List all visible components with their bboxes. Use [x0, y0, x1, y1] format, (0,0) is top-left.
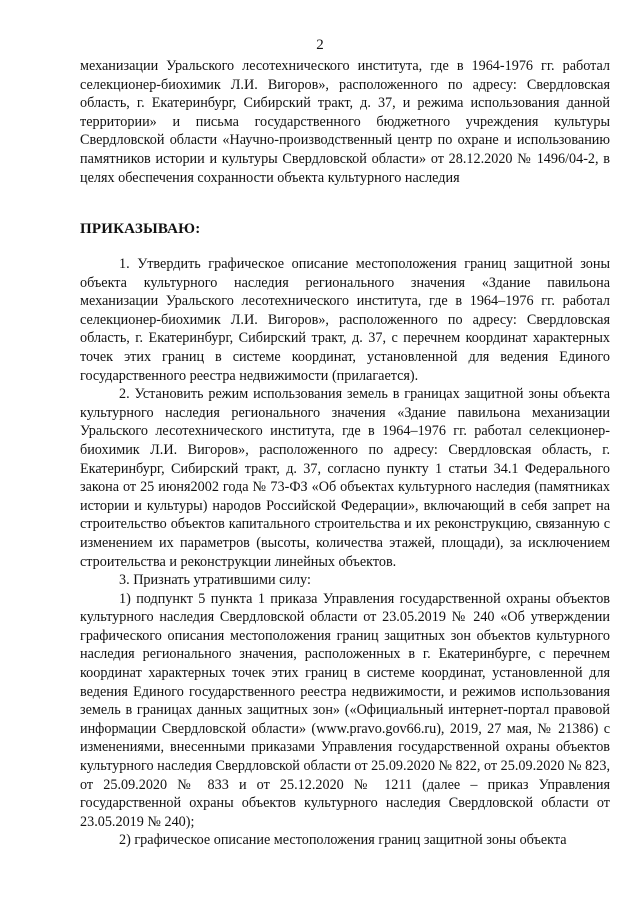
- item-3-subitem-2: 2) графическое описание местоположения границ защитной зоны объекта: [119, 832, 567, 849]
- item-2: 2. Установить режим использования земель в границах защитной зоны объекта культурного наследия регионального значения «Здание павильона механизации Уральского лесотехнического института, где в 1964–1976 гг. работал селекционер-биохимик Л.И. Вигоров», расположенного по адресу: Свердловская область, г. Екатеринбург, Сибирский тракт, д. 37, согласно пункту 1 статьи 34.1 Федерального закона от 25 июня2002 года № 73-ФЗ «Об объектах культурного наследия (памятниках истории и культуры) народов Российской Федерации», включающий в себя запрет на строительство объектов капитального строительства и их реконструкцию, связанную с изменением их параметров (высоты, количества этажей, площади), за исключением строительства и реконструкции линейных объектов.: [80, 386, 610, 570]
- order-body: [80, 255, 610, 850]
- item-1: 1. Утвердить графическое описание местоположения границ защитной зоны объекта культурного наследия регионального значения «Здание павильона механизации Уральского лесотехнического института, где в 1964–1976 гг. работал селекционер-биохимик Л.И. Вигоров», расположенного по адресу: Свердловская область, г. Екатеринбург, Сибирский тракт, д. 37, с перечнем координат характерных точек этих границ в системе координат, установленной для ведения Единого государственного реестра недвижимости (прилагается).: [80, 256, 610, 384]
- page-number: 2: [316, 37, 324, 53]
- intro-text: механизации Уральского лесотехнического института, где в 1964-1976 гг. работал селекционер-биохимик Л.И. Вигоров», расположенного по адресу: Свердловская область, г. Екатеринбург, Сибирский тракт, д. 37, и режима использования данной территории» и письма государственного бюджетного учреждения культуры Свердловской области «Научно-производственный центр по охране и использованию памятников истории и культуры Свердловской области» от 28.12.2020 № 1496/04-2, в целях обеспечения сохранности объекта культурного наследия: [80, 58, 610, 186]
- item-3-subitem-1: 1) подпункт 5 пункта 1 приказа Управления государственной охраны объектов культурного наследия Свердловской области от 23.05.2019 № 240 «Об утверждении графического описания местоположения границ защитных зон объектов культурного наследия регионального значения, расположенных в г. Екатеринбурге, с перечнем координат характерных точек этих границ в системе координат, установленной для ведения Единого государственного реестра недвижимости, и режимов использования земель в границах данных защитных зон» («Официальный интернет-портал правовой информации Свердловской области» (www.pravo.gov66.ru), 2019, 27 мая, № 21386) с изменениями, внесенными приказами Управления государственной охраны объектов культурного наследия Свердловской области от 25.09.2020 № 822, от 25.09.2020 № 823, от 25.09.2020 № 833 и от 25.12.2020 № 1211 (далее – приказ Управления государственной охраны объектов культурного наследия Свердловской области от 23.05.2019 № 240);: [80, 590, 610, 830]
- item-3: 3. Признать утратившими силу:: [119, 572, 311, 589]
- order-heading: ПРИКАЗЫВАЮ:: [80, 221, 201, 237]
- intro-paragraph: [80, 57, 610, 187]
